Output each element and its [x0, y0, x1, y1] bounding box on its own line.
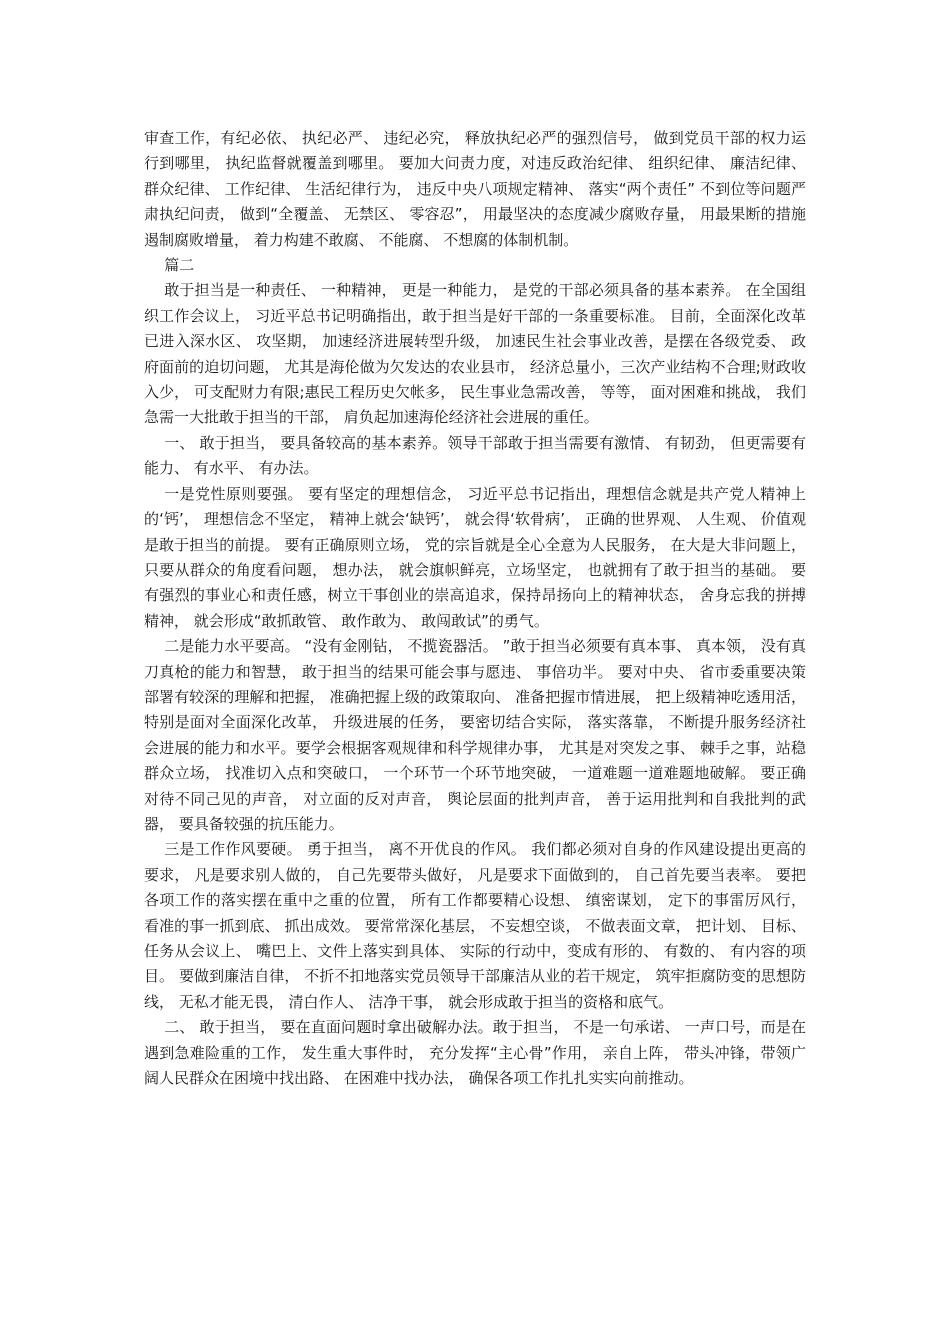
paragraph-point-two: 二、 敢于担当， 要在直面问题时拿出破解办法。敢于担当， 不是一句承诺、 一声口号，而是在遇到急难险重的工作， 发生重大事件时， 充分发挥“主心骨”作用， 亲自上阵， 带头冲锋，带领广阔人民群众在困境中找出路、 在困难中找办法， 确保各项工作扎扎实实向前推动。	[144, 1018, 806, 1088]
paragraph-discipline: 审查工作，有纪必依、 执纪必严、 违纪必究， 释放执纪必严的强烈信号， 做到党员干部的权力运行到哪里， 执纪监督就覆盖到哪里。 要加大问责力度，对违反政治纪律、 组织纪律、 廉洁纪律、 群众纪律、 工作纪律、 生活纪律行为， 违反中央八项规定精神、 落实“两个责任” 不到位等问题严肃执纪问责， 做到“全覆盖、 无禁区、 零容忍”， 用最坚决的态度减少腐败存量， 用最果断的措施遏制腐败增量， 着力构建不敢腐、 不能腐、 不想腐的体制机制。	[144, 129, 806, 249]
paragraph-work-style: 三是工作作风要硬。 勇于担当， 离不开优良的作风。 我们都必须对自身的作风建设提出更高的要求， 凡是要求别人做的， 自己先要带头做好， 凡是要求下面做到的， 自己首先要当表率。 要把各项工作的落实摆在重中之重的位置， 所有工作都要精心设想、 缜密谋划， 定下的事雷厉风行， 看准的事一抓到底、 抓出成效。 要常常深化基层， 不妄想空谈， 不做表面文章， 把计划、 目标、 任务从会议上、 嘴巴上、文件上落实到具体、 实际的行动中，变成有形的、 有数的、 有内容的项目。 要做到廉洁自律， 不折不扣地落实党员领导干部廉洁从业的若干规定， 筑牢拒腐防变的思想防线， 无私才能无畏， 清白作人、 洁净干事， 就会形成敢于担当的资格和底气。	[144, 840, 806, 1011]
document-body	[144, 126, 806, 1091]
paragraph-point-one: 一、 敢于担当， 要具备较高的基本素养。领导干部敢于担当需要有激情、 有韧劲， 但更需要有能力、 有水平、 有办法。	[144, 433, 806, 478]
paragraph-intro: 敢于担当是一种责任、 一种精神， 更是一种能力， 是党的干部必须具备的基本素养。 在全国组织工作会议上， 习近平总书记明确指出，敢于担当是好干部的一条重要标准。 目前，全面深化改革已进入深水区、 攻坚期， 加速经济进展转型升级， 加速民生社会事业改善，是摆在各级党委、 政府面前的迫切问题， 尤其是海伦做为欠发达的农业县市， 经济总量小，三次产业结构不合理;财政收入少， 可支配财力有限;惠民工程历史欠帐多， 民生事业急需改善， 等等， 面对困难和挑战， 我们急需一大批敢于担当的干部， 肩负起加速海伦经济社会进展的重任。	[144, 281, 806, 427]
paragraph-party-principle: 一是党性原则要强。 要有坚定的理想信念， 习近平总书记指出，理想信念就是共产党人精神上的‘钙’， 理想信念不坚定， 精神上就会‘缺钙’， 就会得‘软骨病’， 正确的世界观、 人生观、 价值观是敢于担当的前提。 要有正确原则立场， 党的宗旨就是全心全意为人民服务， 在大是大非问题上， 只要从群众的角度看问题， 想办法， 就会旗帜鲜亮，立场坚定， 也就拥有了敢于担当的基础。 要有强烈的事业心和责任感，树立干事创业的崇高追求，保持昂扬向上的精神状态， 舍身忘我的拼搏精神， 就会形成“敢抓敢管、 敢作敢为、 敢闯敢试”的勇气。	[144, 484, 806, 630]
section-heading-pian-er: 篇二	[164, 256, 195, 275]
paragraph-ability: 二是能力水平要高。 “没有金刚钻， 不揽瓷器活。 ”敢于担当必须要有真本事、 真本领， 没有真刀真枪的能力和智慧， 敢于担当的结果可能会事与愿违、 事倍功半。 要对中央、 省市委重要决策部署有较深的理解和把握， 准确把握上级的政策取向、 准备把握市情进展， 把上级精神吃透用活， 特别是面对全面深化改革， 升级进展的任务， 要密切结合实际， 落实落靠， 不断提升服务经济社会进展的能力和水平。要学会根据客观规律和科学规律办事， 尤其是对突发之事、 棘手之事，站稳群众立场， 找准切入点和突破口， 一个环节一个环节地突破， 一道难题一道难题地破解。 要正确对待不同己见的声音， 对立面的反对声音， 舆论层面的批判声音， 善于运用批判和自我批判的武器， 要具备较强的抗压能力。	[144, 637, 806, 833]
